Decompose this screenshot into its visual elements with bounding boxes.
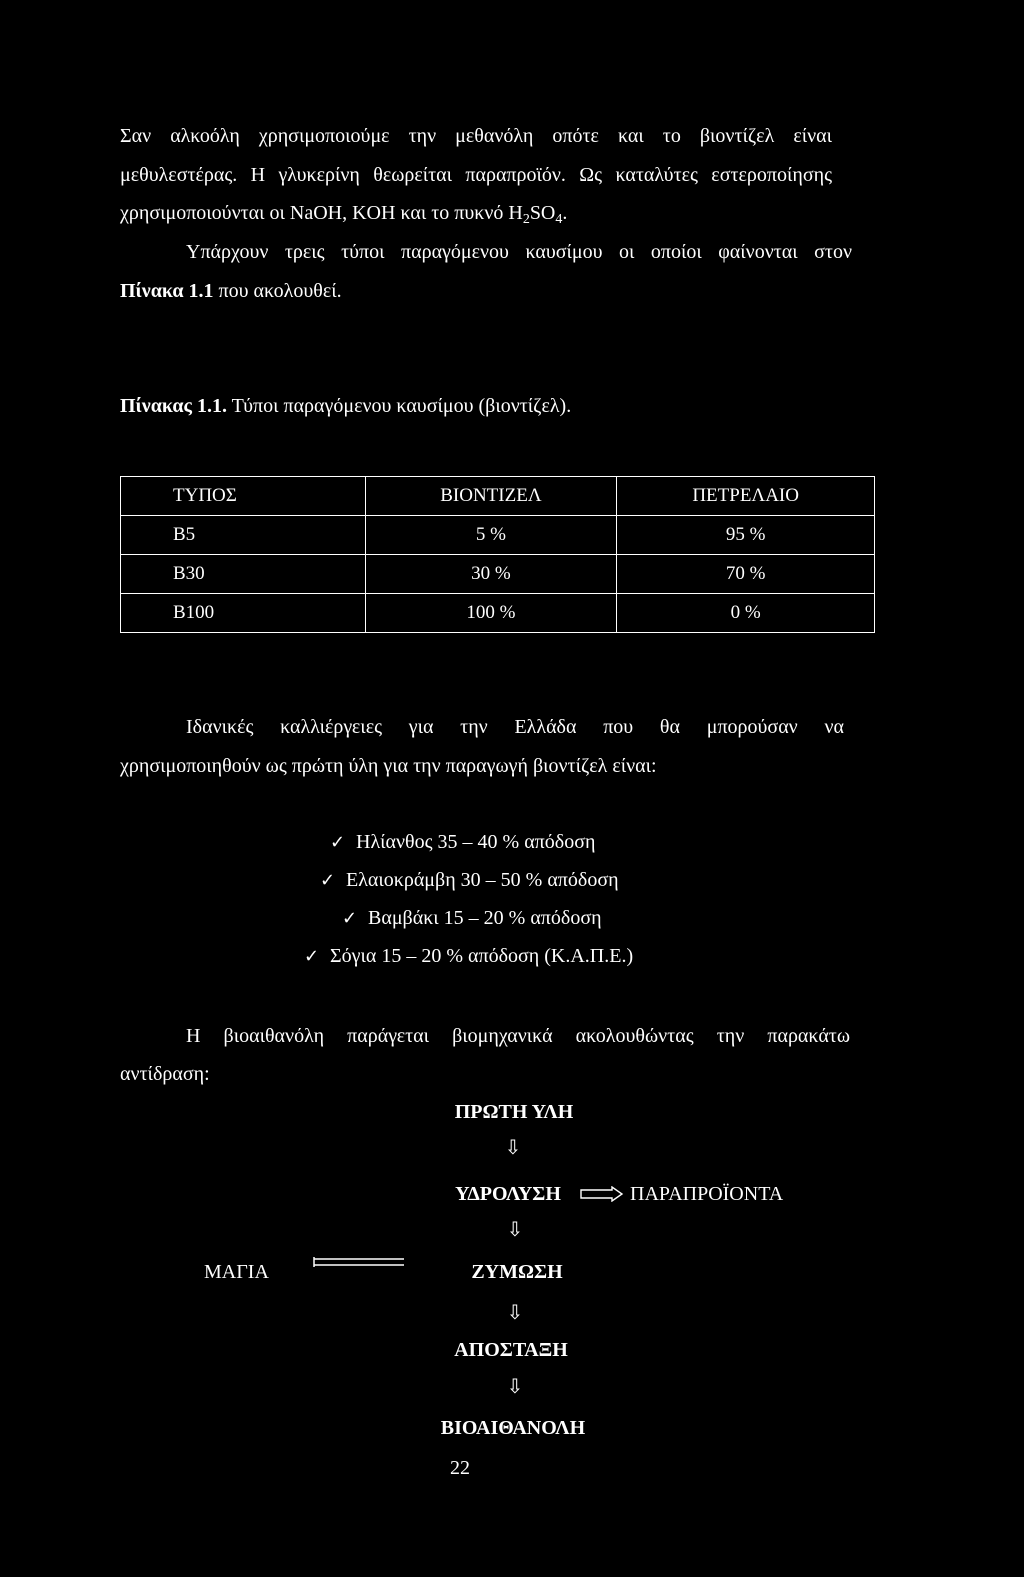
flow-step-hydrolysis: ΥΔΡΟΛΥΣΗ [455, 1183, 561, 1205]
check-icon: ✓ [342, 908, 358, 929]
cell-biodiesel: 5 % [365, 516, 617, 555]
page-number: 22 [450, 1457, 470, 1479]
check-icon: ✓ [304, 946, 320, 967]
intro-line-3: χρησιμοποιούνται οι NaOH, KOH και το πυκνό $H_2SO_4$. [120, 202, 568, 227]
cell-biodiesel: 100 % [365, 594, 617, 633]
cell-biodiesel: 30 % [365, 555, 617, 594]
intro-line-4: Υπάρχουν τρεις τύποι παραγόμενου καυσίμου οι οποίοι φαίνονται στον [186, 241, 852, 263]
header-petroleum: ΠΕΤΡΕΛΑΙΟ [617, 477, 875, 516]
intro-line-5: Πίνακα 1.1 που ακολουθεί. [120, 280, 342, 302]
crop-label: Ηλίανθος 35 – 40 % απόδοση [356, 831, 596, 853]
list-item [304, 944, 633, 969]
down-arrow-icon: ⇩ [504, 1135, 522, 1159]
list-item [320, 868, 619, 893]
fuel-types-table [120, 476, 875, 633]
crop-label: Βαμβάκι 15 – 20 % απόδοση [368, 907, 602, 929]
cell-petroleum: 70 % [617, 555, 875, 594]
cell-type: B30 [121, 555, 366, 594]
right-arrow-icon [580, 1186, 624, 1202]
down-arrow-icon: ⇩ [506, 1217, 524, 1241]
reaction-intro-line-1: Η βιοαιθανόλη παράγεται βιομηχανικά ακολουθώντας την παρακάτω [186, 1025, 850, 1047]
check-icon: ✓ [320, 870, 336, 891]
flow-step-raw-material: ΠΡΩΤΗ ΥΛΗ [454, 1101, 574, 1123]
table-row [121, 516, 875, 555]
flow-step-distillation: ΑΠΟΣΤΑΞΗ [454, 1339, 568, 1361]
intro-line-1: Σαν αλκοόλη χρησιμοποιούμε την μεθανόλη οπότε και το βιοντίζελ είναι [120, 125, 832, 147]
cell-petroleum: 0 % [617, 594, 875, 633]
intro-line-2: μεθυλεστέρας. Η γλυκερίνη θεωρείται παραπροϊόν. Ως καταλύτες εστεροποίησης [120, 164, 832, 186]
table-row [121, 594, 875, 633]
header-type: ΤΥΠΟΣ [121, 477, 366, 516]
down-arrow-icon: ⇩ [506, 1300, 524, 1324]
flow-step-bioethanol: ΒΙΟΑΙΘΑΝΟΛΗ [440, 1417, 586, 1439]
table-caption: Πίνακας 1.1. Τύποι παραγόμενου καυσίμου (βιοντίζελ). [120, 395, 572, 417]
flow-side-yeast: ΜΑΓΙΑ [204, 1261, 269, 1283]
cell-type: B100 [121, 594, 366, 633]
table-header-row [121, 477, 875, 516]
check-icon: ✓ [330, 832, 346, 853]
flow-side-byproducts: ΠΑΡΑΠΡΟΪΟΝΤΑ [630, 1183, 784, 1205]
list-item [330, 830, 595, 855]
header-biodiesel: ΒΙΟΝΤΙΖΕΛ [365, 477, 617, 516]
reaction-intro-line-2: αντίδραση: [120, 1063, 210, 1085]
cell-type: B5 [121, 516, 366, 555]
crop-label: Ελαιοκράμβη 30 – 50 % απόδοση [346, 869, 619, 891]
double-line-connector-icon [312, 1256, 406, 1268]
crops-intro-line-2: χρησιμοποιηθούν ως πρώτη ύλη για την παραγωγή βιοντίζελ είναι: [120, 755, 657, 777]
crop-label: Σόγια 15 – 20 % απόδοση (Κ.Α.Π.Ε.) [330, 945, 634, 967]
cell-petroleum: 95 % [617, 516, 875, 555]
table-row [121, 555, 875, 594]
crops-intro-line-1: Ιδανικές καλλιέργειες για την Ελλάδα που θα μπορούσαν να [186, 716, 844, 738]
down-arrow-icon: ⇩ [506, 1374, 524, 1398]
flow-step-fermentation: ΖΥΜΩΣΗ [471, 1261, 563, 1283]
list-item [342, 906, 602, 931]
